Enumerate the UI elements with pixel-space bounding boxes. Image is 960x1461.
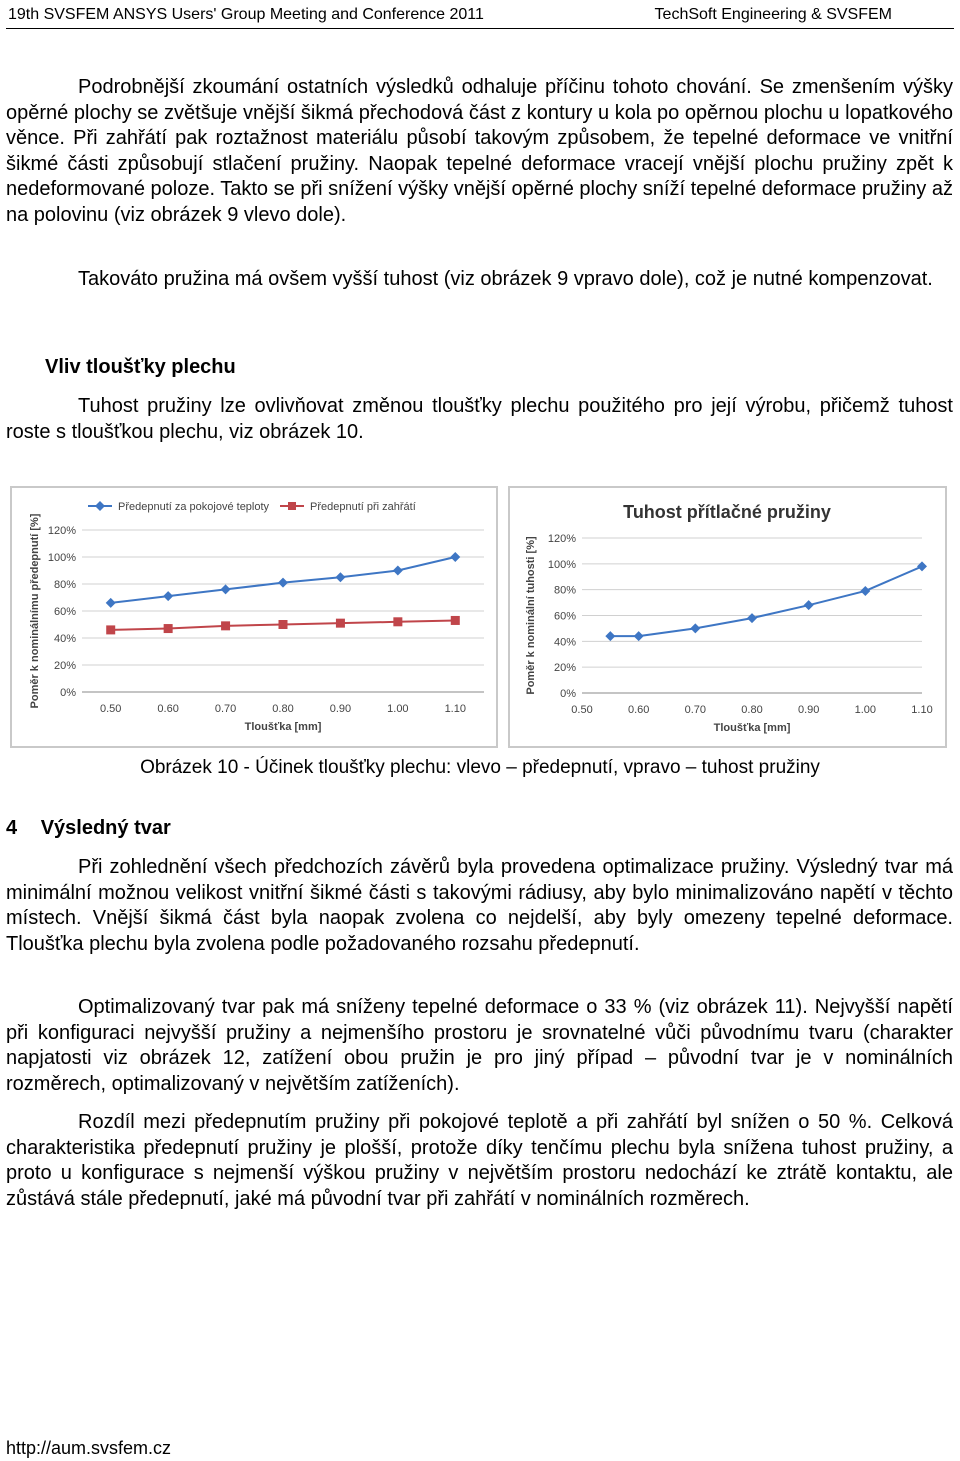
data-point: [451, 616, 460, 625]
x-tick-label: 0.70: [214, 703, 237, 715]
y-axis-label: Poměr k nominálnímu předepnutí [%]: [29, 513, 41, 709]
y-tick-label: 40%: [53, 633, 76, 645]
x-tick-label: 0.70: [684, 704, 707, 716]
data-point: [278, 578, 288, 588]
legend-label: Předepnutí za pokojové teploty: [118, 501, 270, 513]
data-point: [804, 600, 814, 610]
data-point: [163, 591, 173, 601]
paragraph: Tuhost pružiny lze ovlivňovat změnou tloušťky plechu použitého pro její výrobu, přičemž tuhost roste s tloušťkou plechu, viz obrázek 10.: [6, 395, 953, 443]
y-tick-label: 0%: [60, 687, 76, 699]
y-tick-label: 40%: [553, 636, 576, 649]
x-axis-label: Tloušťka [mm]: [713, 722, 791, 734]
paragraph: Takováto pružina má ovšem vyšší tuhost (viz obrázek 9 vpravo dole), což je nutné kompenzovat.: [78, 268, 933, 290]
figure-caption: Obrázek 10 - Účinek tloušťky plechu: vlevo – předepnutí, vpravo – tuhost pružiny: [140, 757, 820, 778]
preload-chart: [10, 486, 498, 748]
y-tick-label: 120%: [547, 533, 576, 545]
data-point: [690, 623, 700, 633]
chapter-number: 4: [6, 817, 18, 839]
x-tick-label: 1.00: [854, 704, 877, 716]
x-tick-label: 1.00: [387, 703, 409, 715]
chapter-title: Výsledný tvar: [40, 817, 171, 839]
x-tick-label: 0.90: [329, 703, 352, 715]
data-point: [634, 631, 644, 641]
data-point: [860, 586, 870, 596]
y-tick-label: 100%: [547, 558, 576, 571]
y-tick-label: 20%: [53, 660, 76, 672]
y-tick-label: 80%: [53, 579, 76, 591]
x-tick-label: 1.10: [911, 704, 933, 716]
data-point: [221, 584, 231, 594]
data-point: [221, 621, 230, 630]
paragraph: Optimalizovaný tvar pak má sníženy tepelné deformace o 33 % (viz obrázek 11). Nejvyšší napětí při konfiguraci nejvyšší pružiny a nejmenšího prostoru je srovnatelné vůči původnímu tvaru (charakter napjatosti viz obrázek 12, zatížení obou pružin je pro jiný případ – původní tvar je v nominálních rozměrech, optimalizovaný v největším zatíženích).: [6, 996, 953, 1095]
series-line: [610, 566, 922, 636]
data-point: [450, 552, 460, 562]
y-tick-label: 120%: [47, 525, 76, 537]
data-point: [279, 620, 288, 629]
page-header: [6, 2, 954, 29]
x-tick-label: 0.50: [100, 703, 122, 715]
x-axis-label: Tloušťka [mm]: [244, 721, 322, 733]
x-tick-label: 0.80: [741, 704, 763, 716]
conference-title: 19th SVSFEM ANSYS Users' Group Meeting and Conference 2011: [8, 6, 484, 23]
y-tick-label: 100%: [47, 552, 76, 564]
data-point: [164, 624, 173, 633]
paragraph: Při zohlednění všech předchozích závěrů byla provedena optimalizace pružiny. Výsledný tvar má minimální možnou velikost vnitřní šikmé části s takovými rádiusy, aby bylo minimalizováno napětí v těchto místech. Vnější šikmá část byla naopak zvolena co nejdelší, aby byly omezeny tepelné deformace. Tloušťka plechu byla zvolena podle požadovaného rozsahu předepnutí.: [6, 856, 953, 955]
preload-chart-svg: [12, 488, 496, 746]
x-tick-label: 1.10: [444, 703, 466, 715]
y-tick-label: 80%: [553, 584, 576, 597]
data-point: [605, 631, 615, 641]
y-tick-label: 0%: [560, 688, 576, 700]
data-point: [917, 561, 927, 571]
footer-url: http://aum.svsfem.cz: [6, 1438, 172, 1458]
data-point: [336, 619, 345, 628]
x-tick-label: 0.50: [571, 704, 593, 716]
y-tick-label: 60%: [553, 610, 576, 623]
data-point: [335, 572, 345, 582]
data-point: [393, 617, 402, 626]
y-tick-label: 60%: [53, 606, 76, 618]
y-axis-label: Poměr k nominální tuhosti [%]: [525, 536, 537, 695]
legend-label: Předepnutí při zahřátí: [310, 501, 416, 513]
stiffness-chart-svg: [510, 488, 945, 746]
paragraph: Rozdíl mezi předepnutím pružiny při pokojové teplotě a při zahřátí byl snížen o 50 %. Celková charakteristika předepnutí pružiny je plošší, protože díky tenčímu plechu byla snížena tuhost pružiny, a proto u konfigurace s nejmenší výškou pružiny v největším prostoru nedochází ke ztrátě kontaktu, ale zůstává stále předepnutí, jaké má původní tvar při zahřátí v nominálních rozměrech.: [6, 1111, 953, 1210]
x-tick-label: 0.90: [797, 704, 820, 716]
chart-title: Tuhost přítlačné pružiny: [623, 502, 831, 522]
paragraph: Podrobnější zkoumání ostatních výsledků odhaluje příčinu tohoto chování. Se zmenšením výšky opěrné plochy se zvětšuje vnější šikmá přechodová část z kontury u kola po opěrnou plochu u lopatkového věnce. Při zahřátí pak roztažnost materiálu působí takovým způsobem, že tepelné deformace ve vnitřní šikmé části způsobují stlačení pružiny. Naopak tepelné deformace vracejí vnější plochu pružiny zpět k nedeformované poloze. Takto se při snížení výšky vnější opěrné plochy sníží tepelné deformace pružiny až na polovinu (viz obrázek 9 vlevo dole).: [6, 76, 953, 226]
data-point: [106, 625, 115, 634]
data-point: [393, 566, 403, 576]
legend-marker: [288, 502, 296, 510]
legend-marker: [95, 501, 105, 511]
chapter-heading: [6, 817, 171, 840]
data-point: [747, 613, 757, 623]
publisher: TechSoft Engineering & SVSFEM: [654, 6, 892, 23]
x-tick-label: 0.80: [272, 703, 294, 715]
y-tick-label: 20%: [553, 662, 576, 675]
stiffness-chart: [508, 486, 947, 748]
x-tick-label: 0.60: [157, 703, 179, 715]
section-heading: Vliv tloušťky plechu: [45, 356, 236, 378]
data-point: [106, 598, 116, 608]
x-tick-label: 0.60: [627, 704, 650, 716]
